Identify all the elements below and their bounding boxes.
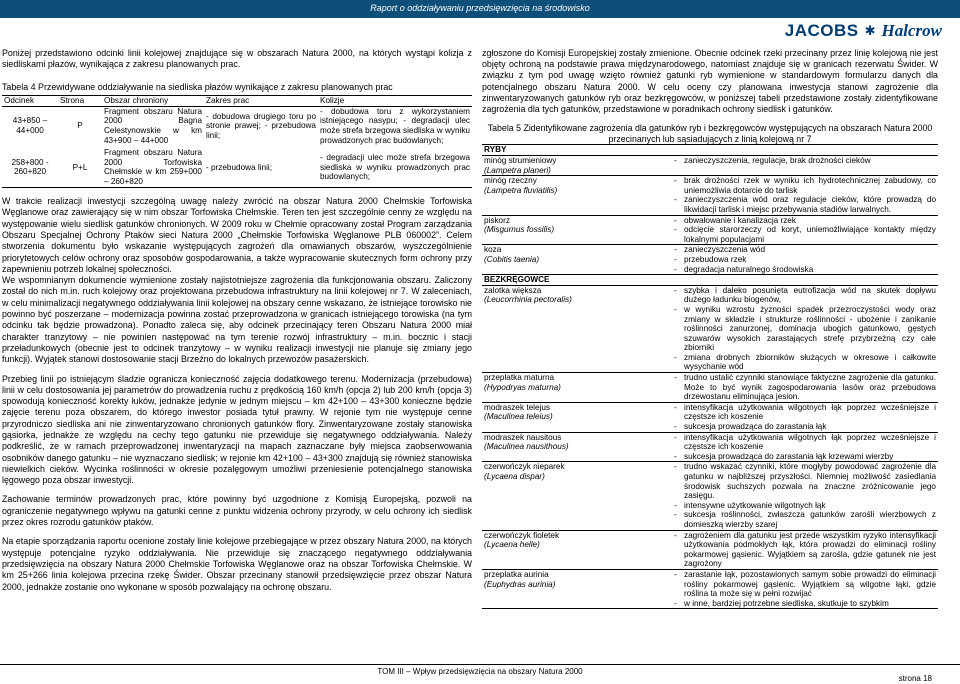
cell-obszar: Fragment obszaru Natura 2000 Torfowiska Chełmskie w km 259+000 – 260+820 xyxy=(104,147,202,187)
species-cell xyxy=(482,156,672,176)
species-latin: (Maculinea teleius) xyxy=(484,412,553,422)
group-label: RYBY xyxy=(482,145,938,156)
species-cell xyxy=(482,462,672,530)
threat-list xyxy=(674,570,936,608)
threat-item: - zanieczyszczenia wód xyxy=(674,245,936,255)
threat-list xyxy=(674,245,936,274)
species-latin: (Maculinea nausithous) xyxy=(484,442,569,452)
threat-item: - degradacja naturalnego środowiska xyxy=(674,265,936,275)
species-cell xyxy=(482,215,672,245)
jacobs-logo: JACOBS xyxy=(784,21,859,40)
species-latin: (Leucorrhinia pectoralis) xyxy=(484,295,572,305)
threat-item: - brak drożności rzek w wyniku ich hydrotechnicznej zabudowy, co uniemożliwia dotarcie do tarlisk xyxy=(674,176,936,195)
table5-caption: Tabela 5 Zidentyfikowane zagrożenia dla gatunków ryb i bezkręgowców występujących na obszarach Natura 2000 przecinanych lub sąsiadujących z linią kolejową nr 7 xyxy=(487,123,933,144)
threat-item: - w wyniku wzrostu żyzności spadek przezroczystości wody oraz zmiany w składzie i strukturze roślinności - ubożenie i zanikanie roślinności zanurzonej, dominacja ubogich gatunkowo, gęstych szuwarów wysokich zarastających strefę przybrzeżną czy całe zbiorniki xyxy=(674,305,936,353)
halcrow-mark-icon: ✱ xyxy=(864,23,876,38)
halcrow-logo: Halcrow xyxy=(881,21,942,40)
species-cell xyxy=(482,530,672,569)
species-name: piskorz xyxy=(484,215,510,225)
table-row xyxy=(482,569,938,608)
threat-item: - trudno wskazać czynniki, które mogłyby powodować zagrożenie dla gatunku w najbliższej przyszłości. Niemniej możliwość zasiedlania środowisk suchszych pozwala na znaczne zróżnicowanie jego zasięgu. xyxy=(674,462,936,500)
th-zakres: Zakres prac xyxy=(204,95,318,106)
threat-item: - intensyfikacja użytkowania wilgotnych łąk poprzez wcześniejsze i częstsze ich koszenie xyxy=(674,433,936,452)
species-cell xyxy=(482,285,672,372)
species-name: przeplatka maturna xyxy=(484,373,555,383)
species-latin: (Hypodryas maturna) xyxy=(484,382,561,392)
table-row xyxy=(482,402,938,432)
species-cell xyxy=(482,432,672,462)
species-latin: (Lycaena dispar) xyxy=(484,472,545,481)
threat-list xyxy=(674,176,936,214)
threats-cell xyxy=(672,373,938,403)
table5 xyxy=(482,144,938,609)
species-name: minóg strumieniowy xyxy=(484,156,557,165)
header-bar xyxy=(0,0,960,18)
threat-list xyxy=(674,156,936,166)
species-latin: (Lampetra fluviatilis) xyxy=(484,185,558,195)
species-latin: (Cobitis taenia) xyxy=(484,254,540,264)
threat-item: - zagrożeniem dla gatunku jest przede wszystkim ryzyko intensyfikacji użytkowania podmokłych łąk, która prowadzi do eliminacji rośliny pokarmowej gąsienic. Wyjątkiem są zarośla, gdzie gatunek nie jest zagrożony xyxy=(674,531,936,569)
table-row xyxy=(482,176,938,215)
th-obszar: Obszar chroniony xyxy=(102,95,204,106)
group-row xyxy=(482,275,938,286)
threat-list xyxy=(674,462,936,529)
species-name: czerwończyk nieparek xyxy=(484,462,565,472)
threat-item: - odcięcie starorzeczy od koryt, uniemożliwiające kontakty między lokalnymi populacjami xyxy=(674,225,936,244)
threat-item: - obwałowanie i kanalizacja rzek xyxy=(674,216,936,226)
table4 xyxy=(2,95,472,188)
cell-obszar: Fragment obszaru Natura 2000 Bagna Celestynowskie w km 43+900 – 44+000 xyxy=(104,106,202,146)
threat-item: - intensyfikacja użytkowania wilgotnych łąk poprzez wcześniejsze i częstsze ich koszenie xyxy=(674,403,936,422)
species-latin: (Misgurnus fossilis) xyxy=(484,225,555,235)
threat-item: - intensywne użytkowanie wilgotnych łąk xyxy=(674,501,936,511)
species-name: zalotka większa xyxy=(484,285,542,295)
table-row xyxy=(2,148,472,188)
group-row xyxy=(482,145,938,156)
species-name: modraszek telejus xyxy=(484,402,550,412)
threats-cell xyxy=(672,156,938,176)
species-name: modraszek nausitous xyxy=(484,432,562,442)
threat-item: - sukcesja prowadząca do zarastania łąk krzewami wierzby xyxy=(674,452,936,462)
table-row xyxy=(482,530,938,569)
threat-list xyxy=(674,373,936,402)
cell-strona: P+L xyxy=(58,148,102,188)
threats-cell xyxy=(672,402,938,432)
cell-strona: P xyxy=(77,121,83,131)
footer-divider xyxy=(0,664,960,665)
threat-item: - sukcesja roślinności, zwłaszcza gatunków zarośli wierzbowych z domieszką wierzby szarej xyxy=(674,510,936,529)
table4-caption: Tabela 4 Przewidywane oddziaływanie na siedliska płazów wynikające z zakresu planowanych prac xyxy=(2,81,393,92)
species-cell xyxy=(482,402,672,432)
threat-item: - zanieczyszczenia wód oraz regulacje cieków, które prowadzą do likwidacji tarlisk i miejsc przebywania stadiów larwalnych. xyxy=(674,195,936,214)
cell-zakres: - przebudowa linii; xyxy=(204,148,318,188)
threat-list xyxy=(674,403,936,432)
species-cell xyxy=(482,245,672,275)
threats-cell xyxy=(672,569,938,608)
species-name: czerwończyk fioletek xyxy=(484,530,560,540)
cell-kolizje: - dobudowa toru z wykorzystaniem istniejącego nasypu; - degradacji ulec może strefa brzegowa siedliska w wyniku prowadzonych prac budowlanych; xyxy=(320,106,470,146)
table-row xyxy=(482,373,938,403)
table-row xyxy=(482,285,938,372)
species-cell xyxy=(482,569,672,608)
threats-cell xyxy=(672,176,938,215)
species-latin: (Lycaena helle) xyxy=(484,540,540,550)
cell-odcinek: 43+850 – 44+000 xyxy=(12,116,48,136)
paragraph: Przebieg linii po istniejącym śladzie ogranicza konieczność zajęcia dodatkowego terenu. Modernizacja (przebudowa) linii w celu dostosowania jej parametrów do prowadzenia ruchu z prędkością 160 km/h (opcja 2) lub 200 km/h (opcja 3) spowodują konieczność korekty łuków, jednakże jedynie w jednym miejscu – km 42+100 – 43+300 konieczne będzie zajęcie terenu poza obszarem, do którego inwestor posiada tytuł prawny. W rejonie tym nie występuje cenne przyrodniczo siedliska ani nie zinwentaryzowano chronionych gatunków flory. Zinwentaryzowane zostały stanowiska gąsiorka, jednakże ze względu na cechy tego gatunku nie przewiduje się negatywnego oddziaływania. Należy podkreślić, że w ramach przeprowadzonej inwentaryzacji na mapach zaznaczane były miejsca zaobserwowania osobników danego gatunku – nie wyznaczano siedlisk; w rejonie km 42+100 – 43+300 znajdują się również stanowiska niewielkich cieków. Wycinka roślinności w okresie pozalęgowym umożliwi przeniesienie potencjalnego stanowiska lęgowego poza obszar inwestycji. xyxy=(2,373,472,486)
threats-cell xyxy=(672,530,938,569)
paragraph: We wspomnianym dokumencie wymienione zostały najistotniejsze zagrożenia dla funkcjonowania obszaru. Zaliczony został do nich m.in. ruch kolejowy oraz projektowana przebudowa infrastruktury na linii kolejowej nr 7. W zaleceniach, w celu minimalizacji negatywnego oddziaływania linii kolejowej na obszary cenne wskazano, że istniejące torowisko nie powinno być poszerzane – modernizacja powinna zostać przeprowadzona w granicach istniejącego torowiska (na tym odcinku tak będzie prowadzona). Ponadto zaleca się, aby odcinek przecinający teren Obszaru Natura 2000 miał charakter tranzytowy – nie powinien następować na tym terenie rozwój infrastruktury – m.in. bocznic i stacji przeładunkowych (obecnie jest to odcinek tranzytowy – w wyniku realizacji inwestycji nie planuje się zmiany jego funkcji). Wyjątek stanowi dostosowanie stacji Brzeźno do lokalnych przewozów pasażerskich. xyxy=(2,275,472,365)
threats-cell xyxy=(672,432,938,462)
table-row xyxy=(482,215,938,245)
threat-item: - przebudowa rzek xyxy=(674,255,936,265)
right-column xyxy=(482,48,938,609)
species-cell xyxy=(482,176,672,215)
species-name: przeplatka aurinia xyxy=(484,569,549,579)
table-row xyxy=(482,156,938,176)
threat-item: - zanieczyszczenia, regulacje, brak drożności cieków xyxy=(674,156,936,166)
footer-title: TOM III – Wpływ przedsięwzięcia na obszary Natura 2000 xyxy=(377,667,583,676)
species-name: minóg rzeczny xyxy=(484,176,537,186)
intro-paragraph: Poniżej przedstawiono odcinki linii kolejowej znajdujące się w obszarach Natura 2000, na których wystąpi kolizja z siedliskami płazów, wynikająca z zakresu planowanych prac. xyxy=(2,48,472,70)
threats-cell xyxy=(672,215,938,245)
cell-kolizje: - degradacji ulec może strefa brzegowa siedliska w wyniku prowadzonych prac budowlanych; xyxy=(318,148,472,188)
species-name: koza xyxy=(484,245,502,255)
threat-item: - w inne, bardziej potrzebne siedliska, skutkuje to szybkim xyxy=(674,599,936,609)
table-row xyxy=(482,245,938,275)
cell-odcinek: 258+800 - 260+820 xyxy=(2,148,58,188)
species-cell xyxy=(482,373,672,403)
threat-item: - sukcesja prowadząca do zarastania łąk xyxy=(674,422,936,432)
table-row xyxy=(482,462,938,530)
threat-item: - zmiana drobnych zbiorników służących w okresowe i całkowite wysychanie wód xyxy=(674,353,936,372)
left-column xyxy=(2,48,472,593)
group-label: BEZKRĘGOWCE xyxy=(482,275,938,286)
table-row xyxy=(482,432,938,462)
threat-list xyxy=(674,433,936,462)
species-latin: (Lampetra planeri) xyxy=(484,165,551,175)
threat-list xyxy=(674,531,936,569)
cell-zakres: - dobudowa drugiego toru po stronie prawej; - przebudowa linii; xyxy=(206,111,316,141)
table-row xyxy=(2,106,472,148)
threat-item: - zarastanie łąk, pozostawionych samym sobie prowadzi do eliminacji rośliny pokarmowej gąsienic. Wyjątkiem są wilgotne łąki, gdzie roślina ta może się w pełni rozwijać xyxy=(674,570,936,599)
threat-item: - trudno ustalić czynniki stanowiące faktyczne zagrożenie dla gatunku. Może to być wynik zagospodarowania lasów oraz przebudowa drzewostanu eliminująca jesion. xyxy=(674,373,936,402)
page-number: strona 18 xyxy=(898,674,932,683)
threats-cell xyxy=(672,462,938,530)
header-title: Raport o oddziaływaniu przedsięwzięcia na środowisko xyxy=(370,3,590,13)
threats-cell xyxy=(672,245,938,275)
paragraph: Zachowanie terminów prowadzonych prac, które powinny być uzgodnione z Komisją Europejską, pozwoli na ograniczenie negatywnego wpływu na gatunki cenne z punktu widzenia ochrony przyrody, w celu ochrony ich siedlisk przez okres rozrodu gatunków ptaków. xyxy=(2,494,472,528)
threats-cell xyxy=(672,285,938,372)
threat-list xyxy=(674,286,936,372)
logos xyxy=(785,21,942,41)
threat-item: - szybka i daleko posunięta eutrofizacja wód na skutek dopływu dużego ładunku biogenów, xyxy=(674,286,936,305)
paragraph: zgłoszone do Komisji Europejskiej zostały zmienione. Obecnie odcinek rzeki przecinany przez linię kolejową nie jest objęty ochroną na podstawie prawa międzynarodowego, natomiast znajduje się w granicach rezerwatu Świder. W związku z tym pod uwagę wzięto również gatunki ryb wymienione w standardowym formularzu danych dla potencjalnego obszaru Natura 2000. W celu oceny czy planowana inwestycja stanowi zagrożenie dla zinwentaryzowanych gatunków ryb oraz bezkręgowców, w poniższej tabeli przedstawione zostały zidentyfikowane zagrożenia dla tych gatunków, przedstawione w poradnikach ochrony siedlisk i gatunków. xyxy=(482,48,938,115)
species-latin: (Euphydras aurinia) xyxy=(484,579,556,589)
paragraph: W trakcie realizacji inwestycji szczególną uwagę należy zwrócić na obszar Natura 2000 Chełmskie Torfowiska Węglanowe oraz zawierający się w nim obszar Torfowiska Chełmskie. Teren ten jest szczególnie cenny ze względu na występowanie wielu siedlisk gatunków chronionych. W 2009 roku w Chełmie opracowany został Program zarządzania Obszaru Specjalnej Ochrony Ptaków sieci Natura 2000 „Chełmskie Torfowiska Węglanowe PLB 060002”. Celem stworzenia dokumentu było wskazanie występujących zagrożeń dla omawianych obszarów, wyszczególnienie priorytetowych celów ochrony oraz sposobów gospodarowania, a także wypracowanie skutecznych form ochrony przy zapewnieniu potrzeb lokalnej społeczności. xyxy=(2,196,472,274)
paragraph: Na etapie sporządzania raportu ocenione zostały linie kolejowe przebiegające w przez obszary Natura 2000, na których występuje potencjalne ryzyko oddziaływania. Nie przewiduje się znaczącego negatywnego oddziaływania przedsięwzięcia na obszary Natura 2000 Chełmskie Torfowiska Węglanowe oraz na obszar Torfowiska Chełmskie. W km 25+266 linia kolejowa przecina rzekę Świder. Obszar przecinany stanowił przedsięwzięcie przez obszar Natura 2000, jednakże zostanie ono wykonane w sposób pozwalający na ochronę obszaru. xyxy=(2,536,472,592)
threat-list xyxy=(674,216,936,245)
th-kolizje: Kolizje xyxy=(318,95,472,106)
th-strona: Strona xyxy=(58,95,102,106)
th-odcinek: Odcinek xyxy=(2,95,58,106)
